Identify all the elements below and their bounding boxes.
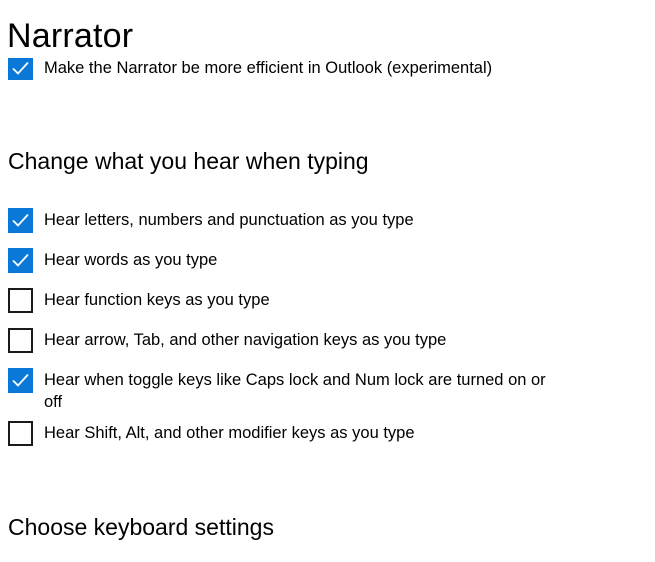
checkbox[interactable] [8,208,33,233]
checkbox[interactable] [8,328,33,353]
checkbox-label: Make the Narrator be more efficient in Outlook (experimental) [44,59,493,77]
checkbox-row-hear-words[interactable] [8,248,568,273]
checkmark-icon [11,211,30,230]
checkbox[interactable] [8,56,33,80]
checkbox-label: Hear letters, numbers and punctuation as you type [44,211,414,229]
checkbox-label: Hear arrow, Tab, and other navigation keys as you type [44,331,447,349]
checkbox[interactable] [8,248,33,273]
checkmark-icon [11,251,30,270]
checkbox-label: Hear when toggle keys like Caps lock and Num lock are turned on or off [44,371,546,411]
section-heading-typing: Change what you hear when typing [8,148,369,174]
checkbox-row-outlook-efficiency[interactable] [8,56,568,80]
checkbox-label: Hear function keys as you type [44,291,270,309]
section-heading-keyboard: Choose keyboard settings [8,514,274,540]
checkbox-label: Hear words as you type [44,251,218,269]
page-title: Narrator [7,14,647,58]
checkbox-row-hear-function-keys[interactable] [8,288,568,313]
checkbox-row-hear-modifier-keys[interactable] [8,421,568,446]
checkbox[interactable] [8,288,33,313]
checkmark-icon [11,371,30,390]
checkbox[interactable] [8,368,33,393]
checkbox-row-hear-toggle-keys[interactable] [8,368,568,413]
checkbox-row-hear-navigation-keys[interactable] [8,328,568,353]
checkmark-icon [11,59,30,78]
checkbox-label: Hear Shift, Alt, and other modifier keys as you type [44,424,415,442]
checkbox[interactable] [8,421,33,446]
checkbox-row-hear-letters[interactable] [8,208,568,233]
